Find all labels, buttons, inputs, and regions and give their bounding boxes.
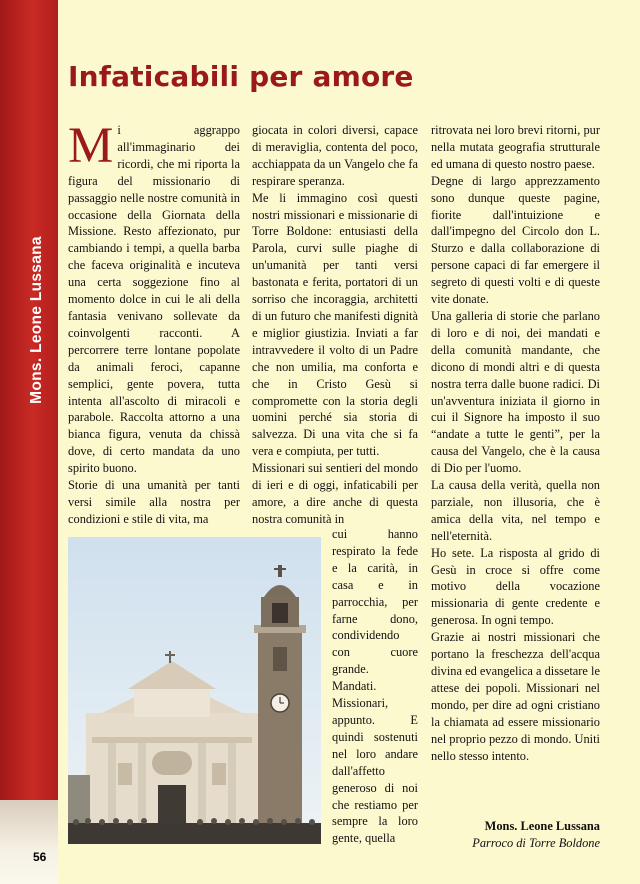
article-paragraph: ritrovata nei loro brevi ritorni, pur nella mutata geografia strutturale ed umana di questo nostro paese. bbox=[431, 123, 600, 171]
article-paragraph: La causa della verità, quella non parziale, non illusoria, che è amica della vita, nel tempo e nell'eternità. bbox=[431, 478, 600, 543]
article-paragraph: cui hanno respirato la fede e la carità, in casa e in parrocchia, per farne dono, condividendo con cuore grande. bbox=[332, 527, 418, 677]
drop-cap: M bbox=[68, 118, 114, 174]
article-paragraph: Degne di largo apprezzamento sono dunque queste pagine, fiorite dall'intuizione e dall'impegno del Circolo don L. Sturzo e dalla collaborazione di persone capaci di far emergere il segreto di questi volti e di queste vite donate. bbox=[431, 173, 600, 307]
article-paragraph: giocata in colori diversi, capace di meraviglia, contenta del poco, acchiappata da un Vangelo che fa respirare speranza. bbox=[252, 123, 418, 188]
article-paragraph: Grazie ai nostri missionari che portano la freschezza dell'acqua divina ed evangelica a dissetare le attese dei popoli. Missionari nel mondo, per dire ad ogni cristiano la chiamata ad essere missionario nel proprio pezzo di mondo. Uniti nello stesso intento. bbox=[431, 630, 600, 763]
signature-block bbox=[431, 818, 600, 852]
sidebar bbox=[0, 0, 58, 884]
crowd bbox=[68, 823, 321, 844]
article-column-2-continued bbox=[332, 526, 418, 847]
bell-tower bbox=[254, 565, 306, 844]
article-paragraph: Me li immagino così questi nostri missionari e missionarie di Torre Boldone: entusiasti della Parola, curvi sulle piaghe di un'umanità per tanti versi bastonata e ferita, portatori di un sorriso che incoraggia, architetti di un futuro che manifesti dignità e miglior giustizia. Inviati a far intravvedere il volto di un Padre che non umilia, ma conforta e che in Cristo Gesù si compromette con la storia degli uomini perché sia storia di salvezza. Di una vita che si fa vera e compiuta, per tutti. bbox=[252, 190, 418, 459]
article-title: Infaticabili per amore bbox=[68, 60, 414, 93]
signature-role: Parroco di Torre Boldone bbox=[472, 836, 600, 850]
article-paragraph: Storie di una umanità per tanti versi simile alla nostra per condizioni e stile di vita, ma bbox=[68, 478, 240, 526]
article-column-1 bbox=[68, 118, 240, 528]
article-paragraph: Mandati. Missionari, appunto. E quindi sostenuti nel loro andare dall'affetto generoso di noi che restiamo per sempre la loro gente, quella bbox=[332, 679, 418, 846]
article-paragraph: Una galleria di storie che parlano di loro e di noi, dei mandati e della comunità mandante, che dicono di mondi altri e di questa nostra terra dalle buone radici. Di un'avventura iniziata il giorno in cui il Signore ha imposto il suo “andate a tutte le genti”, per la causa del Vangelo, che è la causa di Dio per l'uomo. bbox=[431, 308, 600, 476]
article-paragraph: Missionari sui sentieri del mondo di ieri e di oggi, infaticabili per amore, a dire anche di questa nostra comunità in bbox=[252, 461, 418, 526]
sidebar-author-label: Mons. Leone Lussana bbox=[28, 236, 45, 404]
sidebar-gradient-tail bbox=[0, 800, 58, 884]
paragraph-text: i aggrappo all'immaginario dei ricordi, che mi riporta la figura del missionario di passaggio nelle nostre comunità in occasione della Giornata della Missione. Resto affezionato, pur cambiando i tempi, a quella barba che faceva originalità e incuteva una certa soggezione fino al momento dolce in cui le ali della fantasia venivano sollevate da coinvolgenti racconti. A percorrere terre lontane popolate da animali feroci, capanne semplici, gente povera, tutta intenta all'ascolto di miracoli e parabole. Raccolta attorno a una bianca figura, venuta da chissà dove, di certo mandata da uno spirito buono. bbox=[68, 123, 240, 476]
article-column-3 bbox=[431, 122, 600, 764]
article-paragraph: Ho sete. La risposta al grido di Gesù in croce si offre come motivo della vocazione missionaria di gente credente e generosa. In ogni tempo. bbox=[431, 545, 600, 628]
article-paragraph bbox=[68, 118, 240, 477]
page-number: 56 bbox=[33, 850, 47, 864]
signature-name: Mons. Leone Lussana bbox=[484, 819, 600, 833]
church-photo bbox=[68, 537, 321, 844]
article-column-2 bbox=[252, 122, 418, 528]
